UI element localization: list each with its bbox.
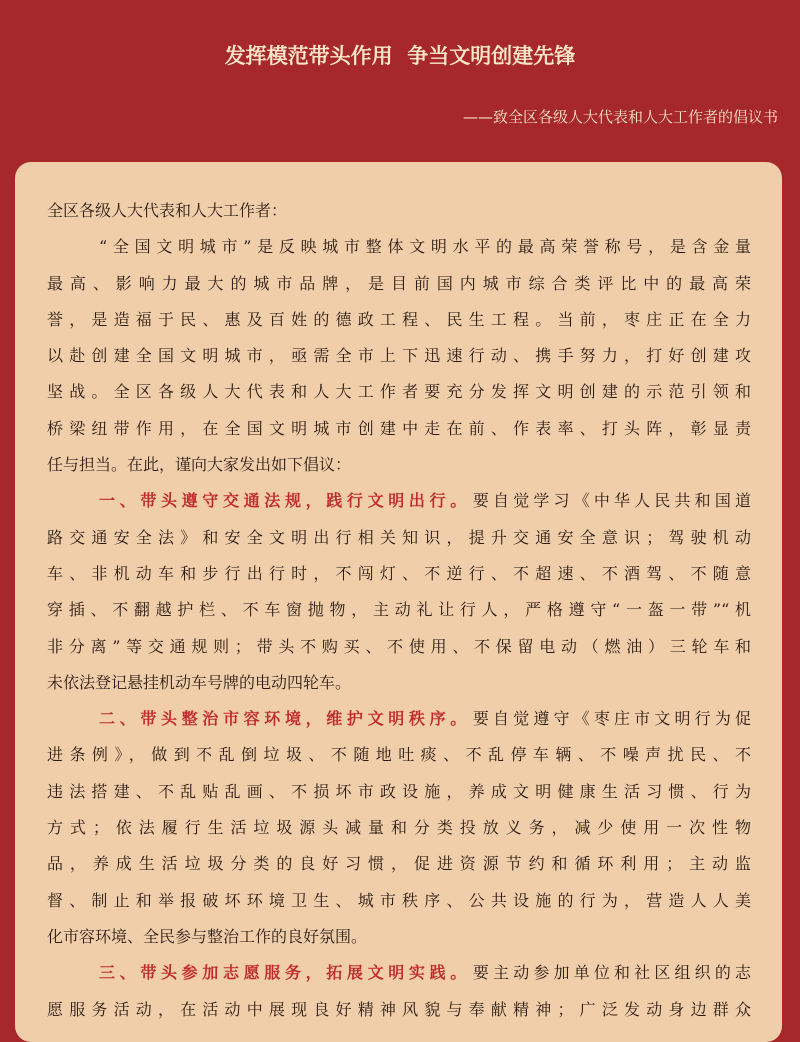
section-1-first-line: [47, 483, 751, 519]
intro-line: 任与担当。在此，谨向大家发出如下倡议：: [47, 455, 352, 475]
section-3-line: 愿服务活动，在活动中展现良好精神风貌与奉献精神；广泛发动身边群众: [47, 999, 751, 1019]
section-1-line: 路交通安全法》和安全文明出行相关知识，提升交通安全意识；驾驶机动: [47, 527, 751, 547]
section-2-line: 违法搭建、不乱贴乱画、不损坏市政设施，养成文明健康生活习惯、行为: [47, 781, 751, 801]
page-subtitle: ——致全区各级人大代表和人大工作者的倡议书: [462, 108, 778, 126]
section-1-line: 未依法登记悬挂机动车号牌的电动四轮车。: [47, 672, 352, 692]
intro-line: 桥梁纽带作用，在全国文明城市创建中走在前、作表率、打头阵，彰显责: [47, 418, 751, 438]
section-2-heading: 二、带头整治市容环境，维护文明秩序。: [99, 709, 471, 729]
intro-line: 以赴创建全国文明城市，亟需全市上下迅速行动、携手努力，打好创建攻: [47, 346, 751, 366]
section-2-first-line: [47, 701, 751, 737]
section-2-first-tail: 要自觉遵守《枣庄市文明行为促: [472, 709, 751, 729]
section-3-first-tail: 要主动参加单位和社区组织的志: [472, 963, 751, 983]
letter-body: [47, 193, 751, 1028]
page-title: 发挥模范带头作用 争当文明创建先锋: [224, 44, 576, 68]
section-1-line: 非分离”等交通规则；带头不购买、不使用、不保留电动（燃油）三轮车和: [47, 636, 751, 656]
section-1-line: 穿插、不翻越护栏、不车窗抛物，主动礼让行人，严格遵守“一盔一带”“机: [47, 600, 751, 620]
section-1-first-tail: 要自觉学习《中华人民共和国道: [472, 491, 751, 511]
intro-line: 最高、影响力最大的城市品牌，是目前国内城市综合类评比中的最高荣: [47, 273, 751, 293]
section-3-first-line: [47, 955, 751, 991]
section-2-line: 督、制止和举报破坏环境卫生、城市秩序、公共设施的行为，营造人人美: [47, 890, 751, 910]
intro-line: “全国文明城市”是反映城市整体文明水平的最高荣誉称号，是含金量: [99, 237, 751, 257]
header-banner: [0, 0, 800, 160]
salutation: 全区各级人大代表和人大工作者：: [47, 201, 288, 220]
section-1-line: 车、非机动车和步行出行时，不闯灯、不逆行、不超速、不酒驾、不随意: [47, 563, 751, 583]
section-1-heading: 一、带头遵守交通法规，践行文明出行。: [99, 491, 471, 511]
section-2-line: 品，养成生活垃圾分类的良好习惯，促进资源节约和循环利用；主动监: [47, 854, 751, 874]
section-2-line: 化市容环境、全民参与整治工作的良好氛围。: [47, 926, 368, 946]
section-3-heading: 三、带头参加志愿服务，拓展文明实践。: [99, 963, 471, 983]
section-2-line: 进条例》，做到不乱倒垃圾、不随地吐痰、不乱停车辆、不噪声扰民、不: [47, 745, 751, 765]
intro-line: 誉，是造福于民、惠及百姓的德政工程、民生工程。当前，枣庄正在全力: [47, 309, 751, 329]
intro-line: 坚战。全区各级人大代表和人大工作者要充分发挥文明创建的示范引领和: [47, 382, 751, 402]
section-2-line: 方式；依法履行生活垃圾源头减量和分类投放义务，减少使用一次性物: [47, 818, 751, 838]
